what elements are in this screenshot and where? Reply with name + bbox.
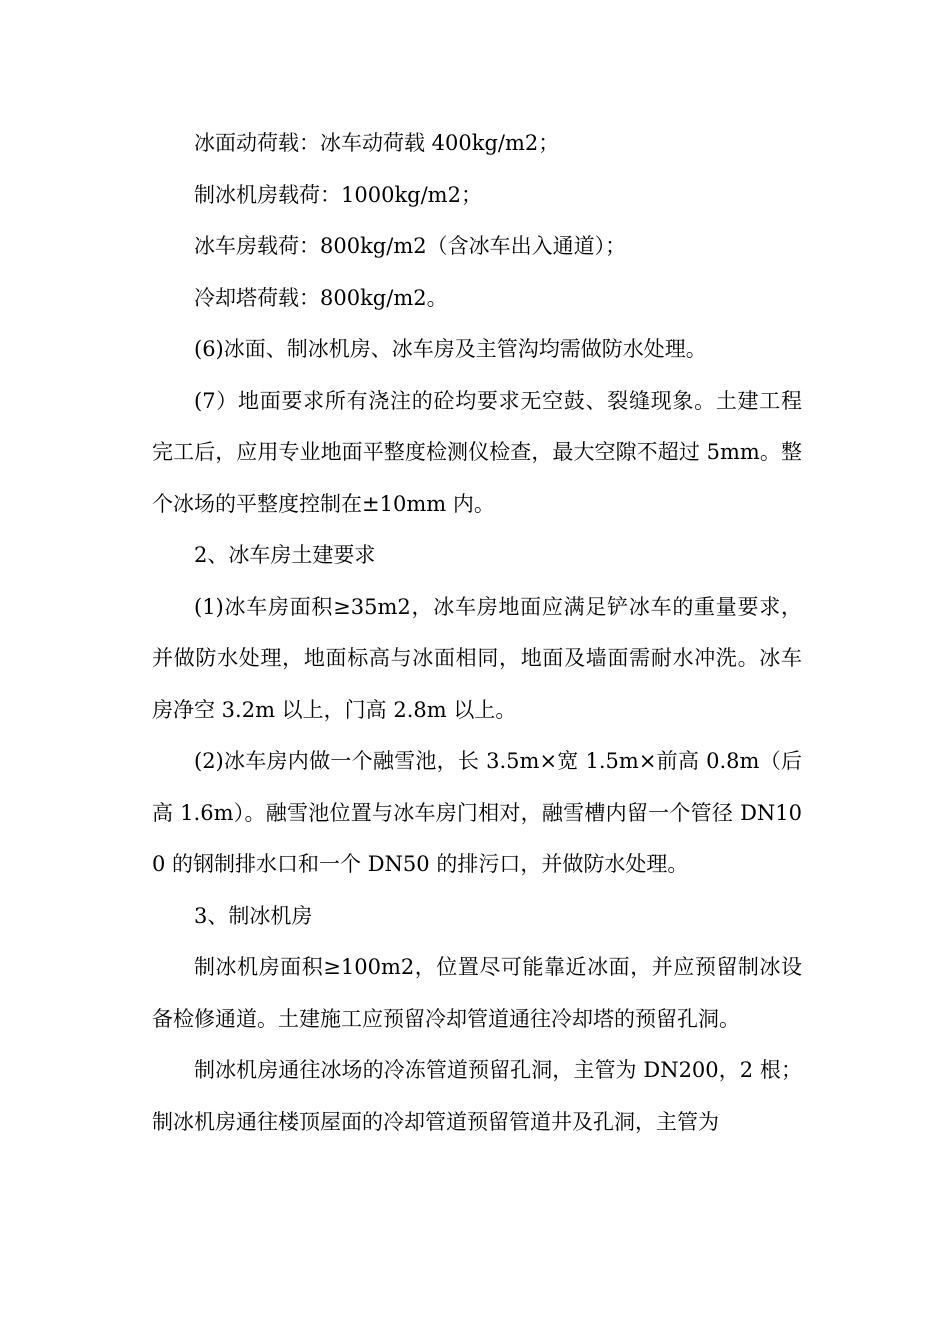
paragraph-waterproofing: (6)冰面、制冰机房、冰车房及主管沟均需做防水处理。 <box>194 337 707 361</box>
section-heading-ice-machine-room: 3、制冰机房 <box>194 903 313 928</box>
paragraph-ice-machine-room-area: 制冰机房面积≥100m2，位置尽可能靠近冰面，并应预留制冰设备检修通道。土建施工应预留冷却管道通往冷却塔的预留孔洞。 <box>152 955 802 1031</box>
paragraph-ice-machine-room-load: 制冰机房载荷：1000kg/m2； <box>194 182 482 207</box>
paragraph-floor-requirements: (7）地面要求所有浇注的砼均要求无空鼓、裂缝现象。土建工程完工后，应用专业地面平整度检测仪检查，最大空隙不超过 5mm。整个冰场的平整度控制在±10mm 内。 <box>152 388 802 516</box>
paragraph-snow-melt-pit: (2)冰车房内做一个融雪池，长 3.5m×宽 1.5m×前高 0.8m（后高 1.6m）。融雪池位置与冰车房门相对，融雪槽内留一个管径 DN100 的钢制排水口和一个 DN50 的排污口，并做防水处理。 <box>152 749 802 876</box>
document-body <box>152 118 802 1148</box>
paragraph-zamboni-room-area: (1)冰车房面积≥35m2，冰车房地面应满足铲冰车的重量要求，并做防水处理，地面标高与冰面相同，地面及墙面需耐水冲洗。冰车房净空 3.2m 以上，门高 2.8m 以上。 <box>152 594 802 722</box>
paragraph-cooling-tower-load: 冷却塔荷载：800kg/m2。 <box>194 285 448 310</box>
paragraph-zamboni-room-load: 冰车房载荷：800kg/m2（含冰车出入通道）； <box>194 234 627 258</box>
paragraph-ice-surface-load: 冰面动荷载：冰车动荷载 400kg/m2； <box>194 131 560 155</box>
paragraph-pipe-openings: 制冰机房通往冰场的冷冻管道预留孔洞，主管为 DN200，2 根；制冰机房通往楼顶屋面的冷却管道预留管道井及孔洞，主管为 <box>152 1058 802 1134</box>
section-heading-zamboni-room: 2、冰车房土建要求 <box>194 543 376 567</box>
